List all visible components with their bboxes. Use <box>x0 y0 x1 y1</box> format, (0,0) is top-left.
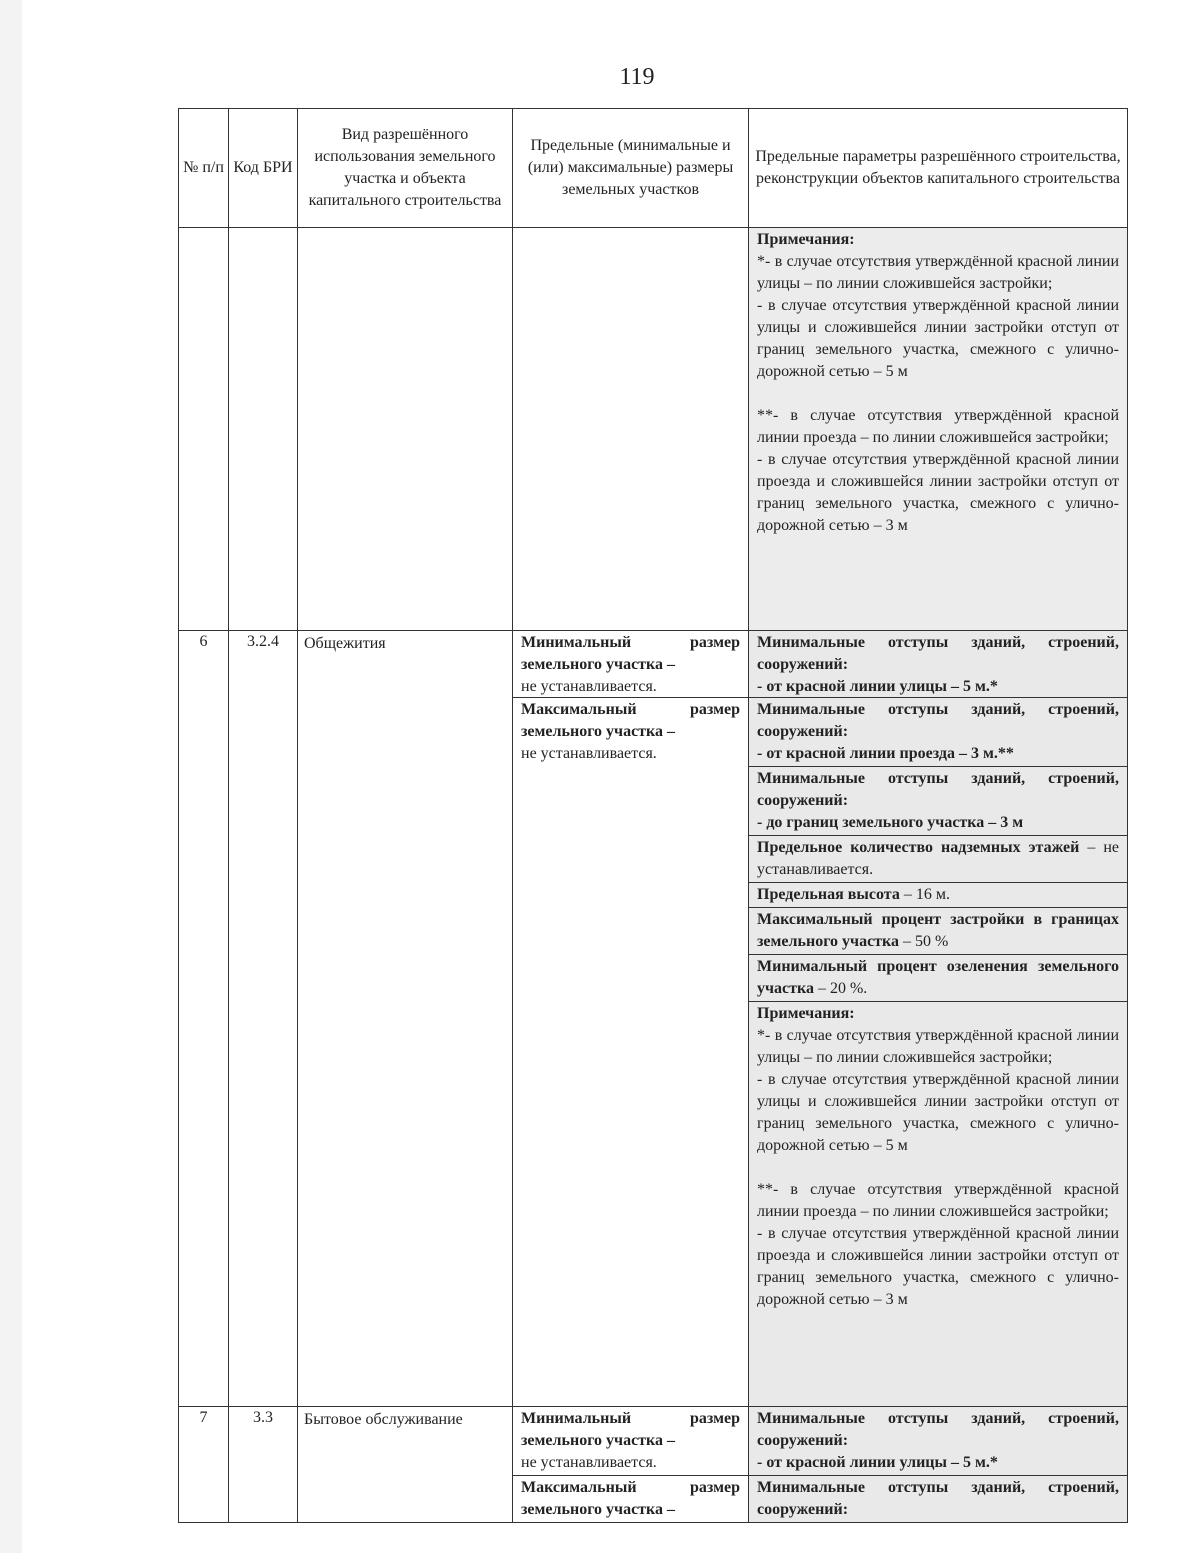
row-6-param-1 <box>749 631 1127 697</box>
row-7-sizes <box>513 1407 749 1523</box>
row-7-p2-title: Минимальные отступы зданий, строений, сооружений: <box>757 1479 1119 1518</box>
row-6-param-6 <box>749 907 1127 954</box>
header-kind: Вид разрешённого использования земельного участка и объекта капитального строительства <box>298 109 513 228</box>
row-6-p3-title: Минимальные отступы зданий, строений, сооружений: <box>757 770 1119 809</box>
header-code: Код БРИ <box>229 109 298 228</box>
row-6-min-size-title: Минимальный размер земельного участка – <box>521 634 740 673</box>
row-6-notes <box>749 1001 1127 1406</box>
row-6-param-3 <box>749 766 1127 835</box>
table-row-6 <box>179 631 1128 1407</box>
row-6-p5-title: Предельная высота <box>757 886 900 903</box>
row-6-params <box>749 631 1128 1407</box>
row-6-param-5 <box>749 882 1127 907</box>
page-number: 119 <box>619 64 655 90</box>
row-7-param-2 <box>749 1475 1127 1522</box>
scan-edge <box>0 0 22 1553</box>
row-6-p2-value: - от красной линии проезда – 3 м.** <box>757 745 1014 762</box>
row-6-note-street-2: - в случае отсутствия утверждённой красной линии улицы и сложившейся линии застройки отступ от границ земельного участка, смежного с улично-дорожной сетью – 5 м <box>757 1071 1119 1154</box>
row-6-p7-value: – 20 %. <box>813 980 868 997</box>
row-6-sizes <box>513 631 749 1407</box>
row-6-p4-title: Предельное количество надземных этажей <box>757 839 1080 856</box>
row-6-p6-value: – 50 % <box>899 933 949 950</box>
row-7-params <box>749 1407 1128 1523</box>
row-6-p1-value: - от красной линии улицы – 5 м.* <box>757 678 998 695</box>
row-7-max-size-title: Максимальный размер земельного участка – <box>521 1479 740 1518</box>
row-6-note-drive-2: - в случае отсутствия утверждённой красной линии проезда и сложившейся линии застройки отступ от границ земельного участка, смежного с улично-дорожной сетью – 3 м <box>757 1225 1119 1308</box>
row-6-code: 3.2.4 <box>229 631 298 1407</box>
row-6-p3-value: - до границ земельного участка – 3 м <box>757 814 1024 831</box>
row-6-kind: Общежития <box>298 631 513 1407</box>
header-sizes: Предельные (минимальные и (или) максимальные) размеры земельных участков <box>513 109 749 228</box>
note-drive-2: - в случае отсутствия утверждённой красной линии проезда и сложившейся линии застройки отступ от границ земельного участка, смежного с улично-дорожной сетью – 3 м <box>757 451 1119 534</box>
row-6-p1-title: Минимальные отступы зданий, строений, сооружений: <box>757 634 1119 673</box>
row-6-min-size-value: не устанавливается. <box>521 678 657 695</box>
row-6-p5-value: – 16 м. <box>899 886 950 903</box>
note-street-1: *- в случае отсутствия утверждённой красной линии улицы – по линии сложившейся застройки; <box>757 253 1119 292</box>
row-6-max-size-title: Максимальный размер земельного участка – <box>521 701 740 740</box>
row-7-min-size-title: Минимальный размер земельного участка – <box>521 1410 740 1449</box>
row-6-param-7 <box>749 954 1127 1001</box>
row-6-param-4 <box>749 835 1127 882</box>
notes-cell <box>749 228 1128 631</box>
table-header-row <box>179 109 1128 228</box>
table-row-7 <box>179 1407 1128 1523</box>
table-row-continued <box>179 228 1128 631</box>
row-6-note-street-1: *- в случае отсутствия утверждённой красной линии улицы – по линии сложившейся застройки; <box>757 1027 1119 1066</box>
row-6-p2-title: Минимальные отступы зданий, строений, сооружений: <box>757 701 1119 740</box>
regulations-table <box>178 108 1128 1523</box>
row-6-param-2 <box>749 697 1127 766</box>
row-7-p1-value: - от красной линии улицы – 5 м.* <box>757 1454 998 1471</box>
row-7-p1-title: Минимальные отступы зданий, строений, сооружений: <box>757 1410 1119 1449</box>
note-street-2: - в случае отсутствия утверждённой красной линии улицы и сложившейся линии застройки отступ от границ земельного участка, смежного с улично-дорожной сетью – 5 м <box>757 297 1119 380</box>
row-6-max-size-value: не устанавливается. <box>521 745 657 762</box>
row-7-kind: Бытовое обслуживание <box>298 1407 513 1523</box>
row-6-p4-value: – не устанавливается. <box>757 839 1119 878</box>
row-6-note-drive-1: **- в случае отсутствия утверждённой красной линии проезда – по линии сложившейся застройки; <box>757 1181 1119 1220</box>
note-drive-1: **- в случае отсутствия утверждённой красной линии проезда – по линии сложившейся застройки; <box>757 407 1119 446</box>
notes-title: Примечания: <box>757 231 855 248</box>
row-7-code: 3.3 <box>229 1407 298 1523</box>
row-6-notes-title: Примечания: <box>757 1005 855 1022</box>
row-7-num: 7 <box>179 1407 229 1523</box>
row-7-param-1 <box>749 1407 1127 1475</box>
header-params: Предельные параметры разрешённого строительства, реконструкции объектов капитального строительства <box>749 109 1128 228</box>
row-6-num: 6 <box>179 631 229 1407</box>
row-6-p6-title: Максимальный процент застройки в границах земельного участка <box>757 911 1119 950</box>
header-num: № п/п <box>179 109 229 228</box>
row-6-p7-title: Минимальный процент озеленения земельного участка <box>757 958 1119 997</box>
row-7-min-size-value: не устанавливается. <box>521 1454 657 1471</box>
